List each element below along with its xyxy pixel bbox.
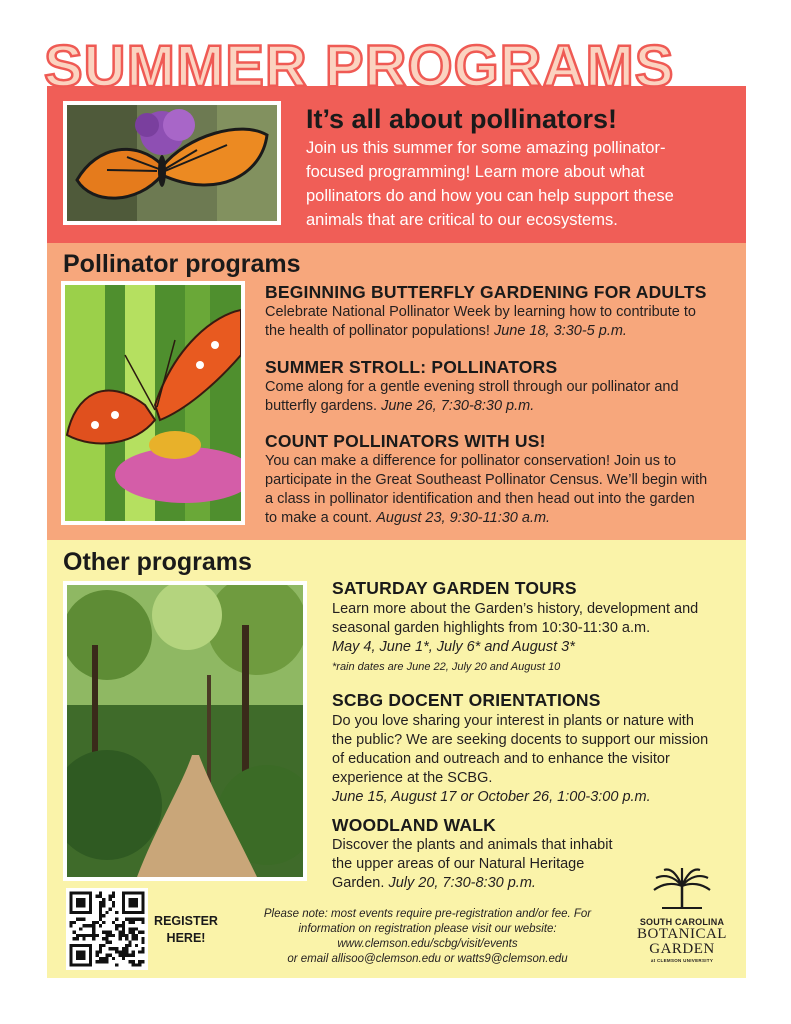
page-title: SUMMER PROGRAMS: [44, 34, 675, 99]
event-date: June 18, 3:30-5 p.m.: [493, 323, 627, 339]
event-date: August 23, 9:30-11:30 a.m.: [376, 510, 551, 526]
logo-line: SOUTH CAROLINA: [639, 917, 725, 927]
event-line: the upper areas of our Natural Heritage: [332, 856, 585, 872]
event-line: Learn more about the Garden’s history, development and: [332, 601, 699, 617]
event-line: of education and outreach and to enhance the visitor: [332, 751, 670, 767]
event-title: COUNT POLLINATORS WITH US!: [265, 431, 546, 451]
event-line: experience at the SCBG.: [332, 770, 493, 786]
event-description: [265, 378, 735, 416]
event-line: Discover the plants and animals that inhabit: [332, 837, 613, 853]
register-label[interactable]: [150, 913, 222, 947]
event-line: Celebrate National Pollinator Week by learning how to contribute to: [265, 304, 696, 320]
pollinator-section-title: Pollinator programs: [63, 250, 301, 278]
event-date: July 20, 7:30-8:30 p.m.: [388, 875, 536, 891]
event-line: butterfly gardens.: [265, 398, 378, 414]
event-line: a class in pollinator identification and then head out into the garden: [265, 491, 695, 507]
event-line: the health of pollinator populations!: [265, 323, 490, 339]
event-title: BEGINNING BUTTERFLY GARDENING FOR ADULTS: [265, 282, 707, 302]
qr-code-icon[interactable]: [66, 888, 148, 970]
register-line: REGISTER: [154, 914, 218, 928]
event-line: to make a count.: [265, 510, 373, 526]
event-date: June 15, August 17 or October 26, 1:00-3:00 p.m.: [332, 789, 651, 805]
event-date: May 4, June 1*, July 6* and August 3*: [332, 639, 575, 655]
logo-line: GARDEN: [649, 941, 715, 957]
gulf-fritillary-photo: [61, 281, 245, 525]
event-title: SUMMER STROLL: POLLINATORS: [265, 357, 558, 377]
intro-line: Join us this summer for some amazing pollinator-: [306, 139, 666, 157]
footer-line: information on registration please visit our website:: [298, 923, 557, 935]
other-section-title: Other programs: [63, 548, 252, 576]
event-line: seasonal garden highlights from 10:30-11:30 a.m.: [332, 620, 651, 636]
rain-date-note: *rain dates are June 22, July 20 and August 10: [332, 661, 561, 673]
event-description: [332, 712, 742, 807]
intro-title: It’s all about pollinators!: [306, 104, 618, 134]
intro-line: animals that are critical to our ecosystems.: [306, 211, 618, 229]
event-line: Do you love sharing your interest in plants or nature with: [332, 713, 694, 729]
event-title: SATURDAY GARDEN TOURS: [332, 578, 577, 598]
register-line: HERE!: [166, 931, 206, 945]
event-line: Come along for a gentle evening stroll through our pollinator and: [265, 379, 679, 395]
event-line: Garden.: [332, 875, 385, 891]
event-description: [265, 303, 735, 341]
event-title: WOODLAND WALK: [332, 815, 496, 835]
event-description: [265, 452, 740, 528]
registration-note: [240, 907, 615, 967]
email-line[interactable]: or email allisoo@clemson.edu or watts9@clemson.edu: [287, 953, 568, 965]
intro-line: pollinators do and how you can help support these: [306, 187, 674, 205]
palmetto-tree-icon: [652, 868, 712, 910]
monarch-butterfly-photo: [63, 101, 281, 225]
event-description: [332, 600, 732, 657]
website-link[interactable]: www.clemson.edu/scbg/visit/events: [337, 938, 518, 950]
event-line: You can make a difference for pollinator conservation! Join us to: [265, 453, 677, 469]
event-line: participate in the Great Southeast Pollinator Census. We’ll begin with: [265, 472, 708, 488]
footer-line: Please note: most events require pre-registration and/or fee. For: [263, 908, 592, 920]
intro-body: [306, 136, 726, 232]
event-line: the public? We are seeking docents to support our mission: [332, 732, 709, 748]
event-date: June 26, 7:30-8:30 p.m.: [381, 398, 535, 414]
logo-line: at CLEMSON UNIVERSITY: [650, 958, 714, 963]
event-title: SCBG DOCENT ORIENTATIONS: [332, 690, 601, 710]
garden-logo: [624, 868, 740, 968]
woodland-path-photo: [63, 581, 307, 881]
intro-line: focused programming! Learn more about what: [306, 163, 645, 181]
logo-line: BOTANICAL: [637, 926, 727, 942]
